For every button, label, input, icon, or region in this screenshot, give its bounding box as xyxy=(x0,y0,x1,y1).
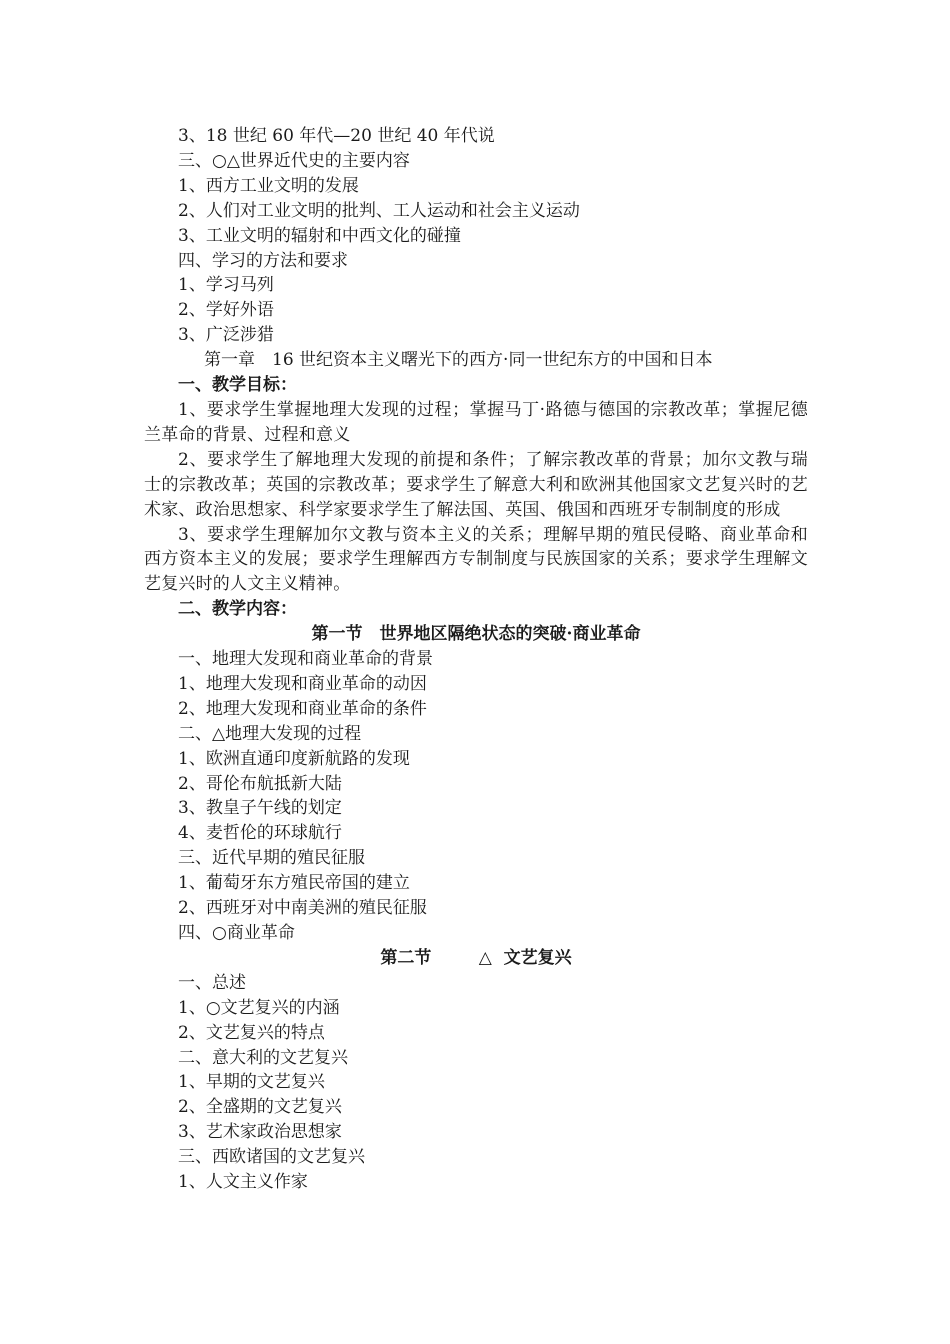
list-item: 4、麦哲伦的环球航行 xyxy=(178,823,342,844)
list-item: 3、艺术家政治思想家 xyxy=(178,1122,342,1143)
section-heading: 四、○商业革命 xyxy=(178,923,295,943)
section-heading: 一、地理大发现和商业革命的背景 xyxy=(178,649,433,670)
list-item: 1、地理大发现和商业革命的动因 xyxy=(178,673,427,694)
section-heading: 三、近代早期的殖民征服 xyxy=(178,848,365,869)
chapter-title: 第一章 16 世纪资本主义曙光下的西方·同一世纪东方的中国和日本 xyxy=(204,350,713,371)
list-item: 1、葡萄牙东方殖民帝国的建立 xyxy=(178,873,410,894)
list-item: 2、全盛期的文艺复兴 xyxy=(178,1097,342,1118)
list-item: 3、教皇子午线的划定 xyxy=(178,798,342,819)
section-heading: 三、西欧诸国的文艺复兴 xyxy=(178,1147,365,1168)
list-item: 2、人们对工业文明的批判、工人运动和社会主义运动 xyxy=(178,200,580,221)
list-item: 3、18 世纪 60 年代—20 世纪 40 年代说 xyxy=(178,126,495,146)
list-item: 1、西方工业文明的发展 xyxy=(178,175,359,196)
section-title: 第一节 世界地区隔绝状态的突破·商业革命 xyxy=(311,624,641,645)
list-item: 2、学好外语 xyxy=(178,300,274,321)
list-item: 1、人文主义作家 xyxy=(178,1172,308,1193)
section-heading: 二、△地理大发现的过程 xyxy=(178,723,362,744)
heading-teaching-goals: 一、教学目标： xyxy=(178,375,297,396)
section-heading: 四、学习的方法和要求 xyxy=(178,250,348,271)
goal-paragraph: 2、要求学生了解地理大发现的前提和条件；了解宗教改革的背景；加尔文教与瑞士的宗教改革；英国的宗教改革；要求学生了解意大利和欧洲其他国家文艺复兴时的艺术家、政治思想家、科学家要求学生了解法国、英国、俄国和西班牙专制制度的形成 xyxy=(144,449,808,520)
list-item: 2、文艺复兴的特点 xyxy=(178,1022,325,1043)
section-heading: 二、意大利的文艺复兴 xyxy=(178,1047,348,1068)
list-item: 1、○文艺复兴的内涵 xyxy=(178,997,340,1018)
section-heading: 三、○△世界近代史的主要内容 xyxy=(178,150,410,171)
section-heading: 一、总述 xyxy=(178,972,246,993)
list-item: 1、学习马列 xyxy=(178,275,274,296)
section-title: 第二节 △ 文艺复兴 xyxy=(380,947,572,968)
goal-paragraph: 3、要求学生理解加尔文教与资本主义的关系；理解早期的殖民侵略、商业革命和西方资本主义的发展；要求学生理解西方专制制度与民族国家的关系；要求学生理解文艺复兴时的人文主义精神。 xyxy=(144,524,808,595)
list-item: 3、广泛涉猎 xyxy=(178,325,274,346)
list-item: 2、地理大发现和商业革命的条件 xyxy=(178,698,427,719)
list-item: 3、工业文明的辐射和中西文化的碰撞 xyxy=(178,225,461,246)
goal-paragraph: 1、要求学生掌握地理大发现的过程；掌握马丁·路德与德国的宗教改革；掌握尼德兰革命的背景、过程和意义 xyxy=(144,399,808,445)
list-item: 1、欧洲直通印度新航路的发现 xyxy=(178,748,410,769)
list-item: 2、哥伦布航抵新大陆 xyxy=(178,773,342,794)
document-body xyxy=(144,124,808,1195)
list-item: 1、早期的文艺复兴 xyxy=(178,1072,325,1093)
heading-teaching-content: 二、教学内容： xyxy=(178,599,297,620)
list-item: 2、西班牙对中南美洲的殖民征服 xyxy=(178,898,427,919)
